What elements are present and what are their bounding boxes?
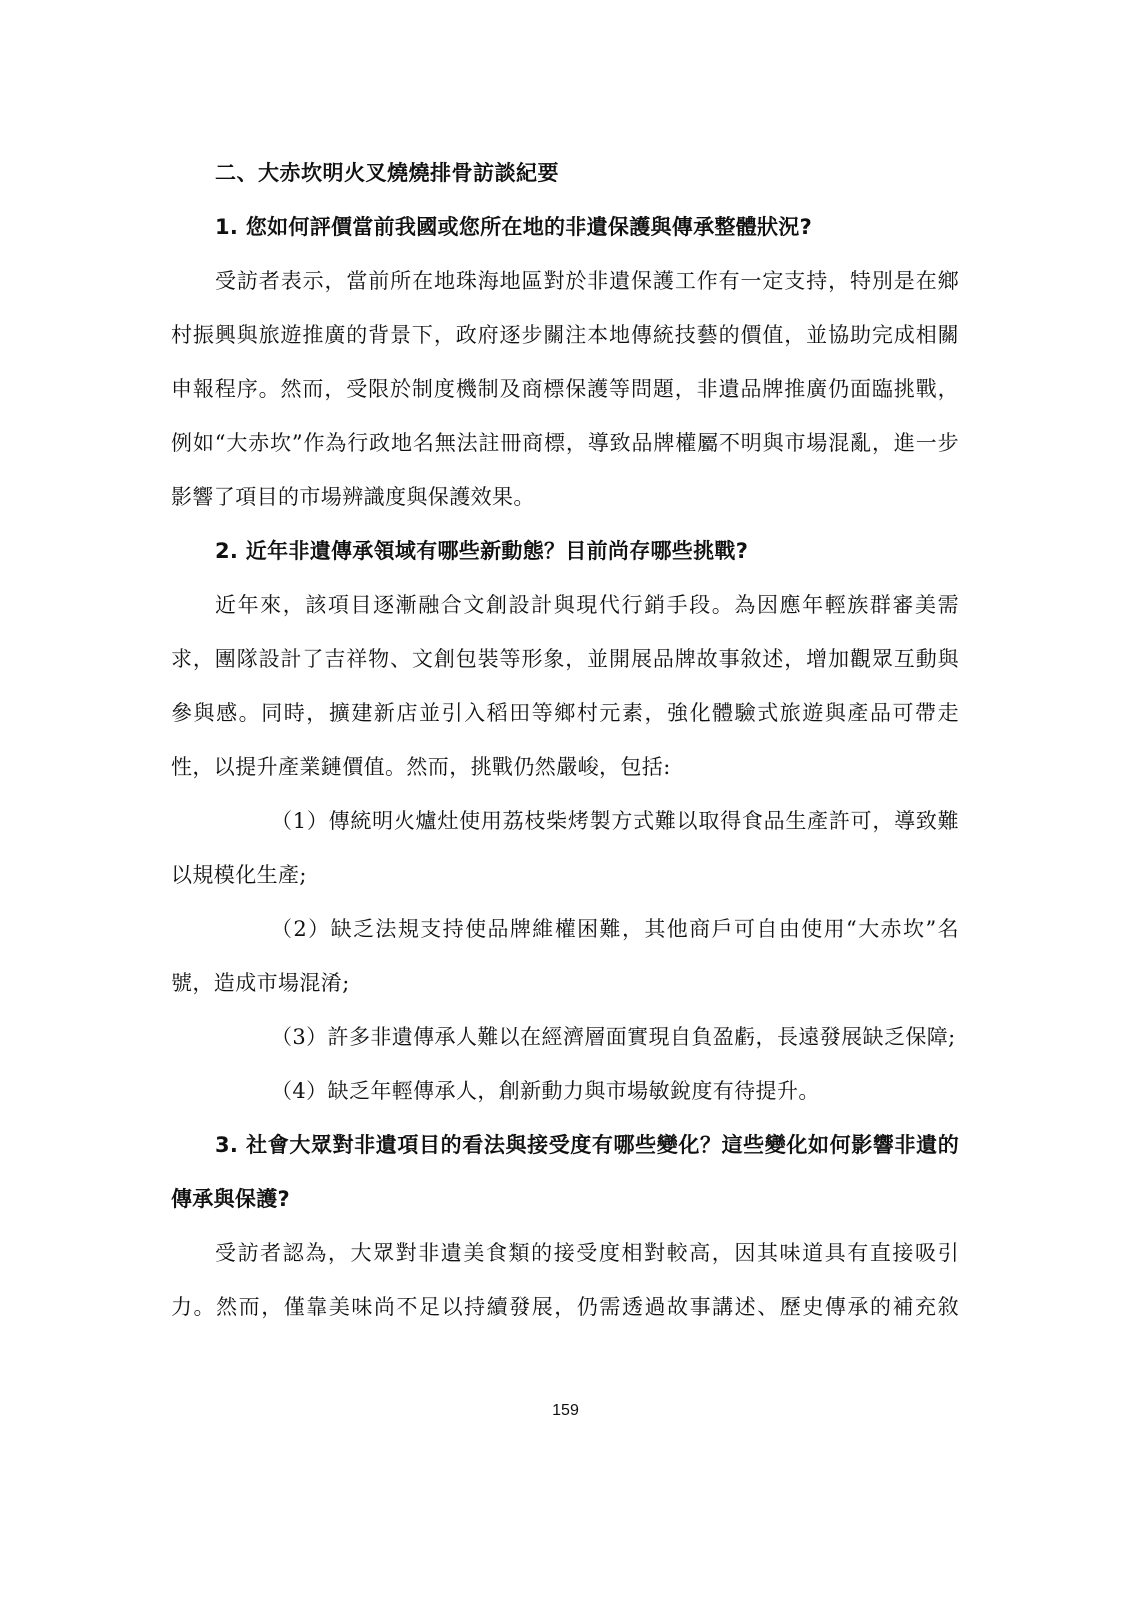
answer-3: 受訪者認為，大眾對非遺美食類的接受度相對較高，因其味道具有直接吸引力。然而，僅靠美味尚不足以持續發展，仍需透過故事講述、歷史傳承的補充敘 [171,1241,959,1319]
challenge-item-1: （1）傳統明火爐灶使用荔枝柴烤製方式難以取得食品生產許可，導致難以規模化生產; [171,809,959,887]
question-3: 3. 社會大眾對非遺項目的看法與接受度有哪些變化？這些變化如何影響非遺的傳承與保護? [171,1133,959,1211]
answer-2: 近年來，該項目逐漸融合文創設計與現代行銷手段。為因應年輕族群審美需求，團隊設計了吉祥物、文創包裝等形象，並開展品牌故事敘述，增加觀眾互動與參與感。同時，擴建新店並引入稻田等鄉村元素，強化體驗式旅遊與產品可帶走性，以提升產業鏈價值。然而，挑戰仍然嚴峻，包括: [171,593,959,779]
challenge-item-2: （2）缺乏法規支持使品牌維權困難，其他商戶可自由使用“大赤坎”名號，造成市場混淆; [171,917,959,995]
page-number: 159 [552,1402,579,1419]
challenge-item-4: （4）缺乏年輕傳承人，創新動力與市場敏銳度有待提升。 [271,1079,820,1103]
answer-1: 受訪者表示，當前所在地珠海地區對於非遺保護工作有一定支持，特別是在鄉村振興與旅遊推廣的背景下，政府逐步關注本地傳統技藝的價值，並協助完成相關申報程序。然而，受限於制度機制及商標保護等問題，非遺品牌推廣仍面臨挑戰，例如“大赤坎”作為行政地名無法註冊商標，導致品牌權屬不明與市場混亂，進一步影響了項目的市場辨識度與保護效果。 [171,269,959,509]
question-2: 2. 近年非遺傳承領域有哪些新動態？目前尚存哪些挑戰? [215,539,749,563]
challenge-item-3: （3）許多非遺傳承人難以在經濟層面實現自負盈虧，長遠發展缺乏保障; [271,1025,956,1049]
section-title: 二、大赤坎明火叉燒燒排骨訪談紀要 [215,161,559,185]
page-content [171,146,959,1334]
question-1: 1. 您如何評價當前我國或您所在地的非遺保護與傳承整體狀況? [215,215,813,239]
